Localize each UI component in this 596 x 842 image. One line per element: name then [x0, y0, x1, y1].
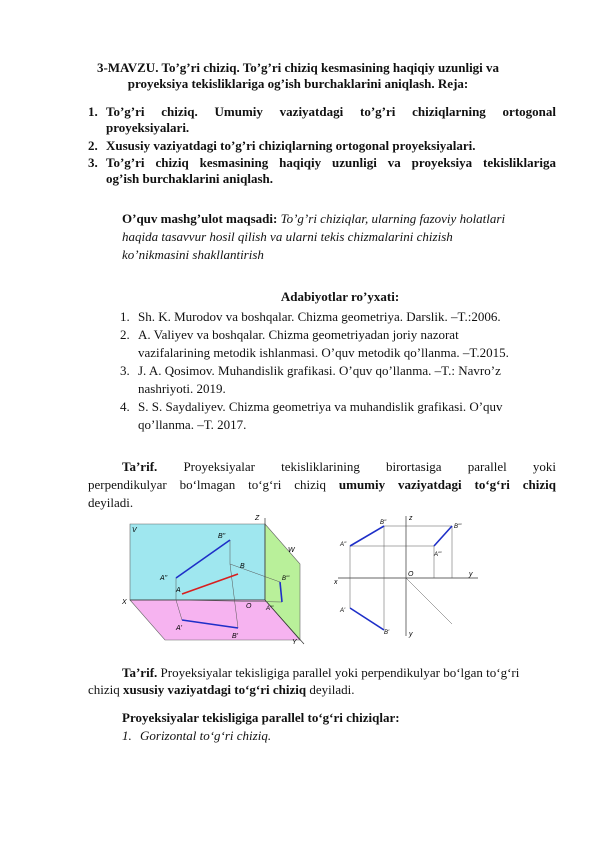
label-x: x: [334, 579, 338, 586]
subheading: Proyeksiyalar tekisligiga parallel to‘g‘ri chiziqlar:: [122, 710, 400, 725]
label-a: A: [176, 587, 181, 594]
plan-item: 3. To’g’ri chiziq kesmasining haqiqiy uzunligi va proyeksiya tekisliklariga og’ish burchaklarini aniqlash.: [88, 155, 556, 186]
label-b2: B": [218, 533, 226, 540]
literature-list: [120, 308, 560, 434]
literature-item: 4. S. S. Saydaliyev. Chizma geometriya va muhandislik grafikasi. O’quv qo’llanma. –T. 2017.: [120, 399, 503, 432]
label-w: W: [288, 547, 295, 554]
label-b1: B': [232, 633, 239, 640]
topic-title-line1: 3-MAVZU. To’g’ri chiziq. To’g’ri chiziq kesmasining haqiqiy uzunligi va: [96, 60, 500, 75]
label-v: V: [132, 527, 137, 534]
proj-profile: [434, 526, 452, 546]
goal-block: O’quv mashg’ulot maqsadi: To’g’ri chiziqlar, ularning fazoviy holatlari haqida tasavvur hosil qilish va ularni tekis chizmalarini chizish ko’nikmasini shakllantirish: [122, 211, 506, 262]
label-b3: B"': [454, 524, 462, 530]
label-a3: A"': [266, 606, 274, 612]
literature-item: 1. Sh. K. Murodov va boshqalar. Chizma geometriya. Darslik. –T.:2006.: [120, 309, 501, 324]
definition-particular: Ta’rif. Proyeksiyalar tekisligiga parallel yoki perpendikulyar bo‘lgan to‘g‘ri chiziq xususiy vaziyatdagi to‘g‘ri chiziq deyiladi.: [88, 665, 520, 697]
label-o: O: [408, 571, 414, 578]
label-a3: A"': [434, 552, 442, 558]
label-a2: A": [340, 542, 347, 548]
label-b1: B': [384, 630, 390, 636]
proj-frontal: [350, 526, 384, 546]
definition-general: Ta’rif. Proyeksiyalar tekisliklarining birortasiga parallel yoki perpendikulyar bo‘lmagan to‘g‘ri chiziq umumiy vaziyatdagi to‘g‘ri chiziq deyiladi.: [88, 459, 556, 510]
label-b: B: [240, 563, 245, 570]
plan-item: 1. To’g’ri chiziq. Umumiy vaziyatdagi to’g’ri chiziqlarning ortogonal proyeksiyalari.: [88, 104, 556, 135]
literature-item: 2. A. Valiyev va boshqalar. Chizma geometriyadan joriy nazorat vazifalarining metodik ishlanmasi. O’quv metodik qo’llanma. –T.2015.: [120, 327, 509, 360]
figure-pictorial: [120, 512, 316, 646]
label-a1: A': [176, 625, 183, 632]
label-o: O: [246, 603, 252, 610]
sub-list: [122, 728, 542, 744]
literature-heading: Adabiyotlar ro’yxati:: [280, 289, 400, 304]
plan-item: 2. Xususiy vaziyatdagi to’g’ri chiziqlarning ortogonal proyeksiyalari.: [88, 138, 476, 153]
label-z: Z: [255, 515, 260, 522]
label-a2: A": [160, 575, 168, 582]
label-b3: B"': [282, 576, 290, 582]
sub-list-item: 1. Gorizontal to‘g‘ri chiziq.: [122, 728, 272, 743]
label-a1: A': [340, 608, 346, 614]
label-b2: B": [380, 520, 387, 526]
label-y-bottom: y: [409, 631, 413, 638]
goal-label: O’quv mashg’ulot maqsadi:: [122, 211, 278, 226]
literature-item: 3. J. A. Qosimov. Muhandislik grafikasi. O’quv qo’llanma. –T.: Navro’z nashriyoti. 2019.: [120, 363, 501, 396]
topic-title: [60, 60, 536, 92]
proj-horizontal: [350, 608, 384, 630]
label-z: z: [409, 515, 413, 522]
label-x: X: [122, 599, 127, 606]
label-y: Y: [292, 639, 297, 646]
topic-title-line2: proyeksiya tekisliklariga og’ish burchaklarini aniqlash. Reja:: [127, 76, 469, 91]
label-y: y: [469, 571, 473, 578]
figure-orthographic: [334, 512, 484, 640]
plan-list: [88, 104, 556, 187]
